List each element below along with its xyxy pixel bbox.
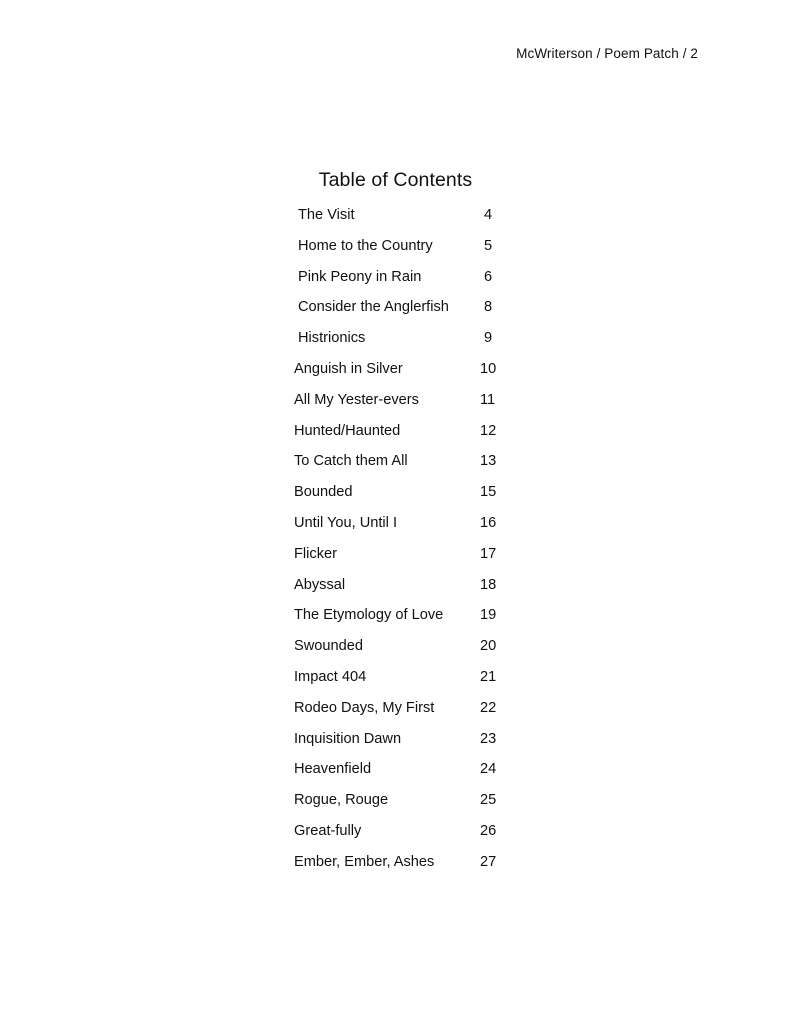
toc-entry-title: Abyssal (294, 576, 346, 593)
toc-entry-page-number: 12 (480, 422, 497, 439)
toc-entry (294, 727, 514, 758)
toc-entry-title: Consider the Anglerfish (298, 299, 449, 316)
toc-entry (294, 788, 514, 819)
toc-entry (294, 757, 514, 788)
toc-entry-title: Bounded (294, 484, 353, 501)
toc-entry-title: Swounded (294, 638, 363, 655)
toc-entry-page-number: 23 (480, 730, 497, 747)
toc-entry-title: Home to the Country (298, 237, 433, 254)
toc-entry-page-number: 19 (480, 607, 497, 624)
toc-entry (294, 850, 514, 881)
toc-entry-title: Inquisition Dawn (294, 730, 402, 747)
toc-entry (294, 542, 514, 573)
toc-entry (294, 449, 514, 480)
toc-entry-title: The Visit (298, 207, 355, 223)
toc-entry-page-number: 17 (480, 545, 497, 562)
toc-entry (294, 388, 514, 419)
toc-entry-title: To Catch them All (294, 453, 408, 470)
toc-entry (294, 295, 514, 326)
toc-entry-page-number: 15 (480, 484, 497, 501)
toc-entry-title: Rodeo Days, My First (294, 699, 435, 716)
toc-entry-page-number: 16 (480, 514, 497, 531)
toc-entry (294, 480, 514, 511)
toc-entry-title: Rogue, Rouge (294, 792, 389, 809)
toc-entry-title: The Etymology of Love (294, 607, 444, 624)
toc-entry (294, 634, 514, 665)
toc-entry-page-number: 11 (480, 391, 496, 408)
toc-entry-page-number: 5 (484, 237, 493, 254)
toc-entry-title: Heavenfield (294, 761, 372, 778)
toc-entry-page-number: 13 (480, 453, 497, 470)
toc-title: Table of Contents (318, 169, 473, 191)
toc-entry-page-number: 8 (484, 299, 493, 316)
toc-entry (294, 234, 514, 265)
toc-list (294, 203, 514, 881)
toc-entry-page-number: 25 (480, 792, 497, 809)
toc-entry (294, 603, 514, 634)
toc-entry-title: Histrionics (298, 330, 366, 347)
toc-entry-title: Until You, Until I (294, 514, 398, 531)
toc-entry-page-number: 24 (480, 761, 497, 778)
toc-entry (294, 665, 514, 696)
toc-entry-page-number: 26 (480, 822, 497, 839)
toc-entry-title: Impact 404 (294, 668, 367, 685)
toc-entry (294, 696, 514, 727)
toc-entry (294, 573, 514, 604)
toc-entry-title: Flicker (294, 545, 337, 562)
toc-entry (294, 419, 514, 450)
toc-entry (294, 819, 514, 850)
toc-entry-page-number: 9 (484, 330, 493, 347)
toc-entry-title: Hunted/Haunted (294, 422, 401, 439)
toc-entry (294, 326, 514, 357)
running-head: McWriterson / Poem Patch / 2 (516, 46, 698, 61)
toc-entry (294, 511, 514, 542)
toc-entry-page-number: 21 (480, 668, 497, 685)
toc-entry-page-number: 22 (480, 699, 497, 716)
toc-entry-page-number: 27 (480, 853, 497, 870)
toc-entry (294, 357, 514, 388)
toc-entry-page-number: 6 (484, 268, 493, 285)
toc-entry (294, 265, 514, 296)
toc-entry-page-number: 10 (480, 360, 497, 377)
toc-entry-title: All My Yester-evers (294, 391, 419, 408)
toc-entry-page-number: 4 (484, 207, 493, 223)
toc-entry-page-number: 18 (480, 576, 497, 593)
toc-entry-title: Ember, Ember, Ashes (294, 853, 435, 870)
toc-entry-title: Great-fully (294, 822, 362, 839)
toc-entry-page-number: 20 (480, 638, 497, 655)
toc-entry (294, 203, 514, 234)
toc-entry-title: Pink Peony in Rain (298, 268, 422, 285)
toc-entry-title: Anguish in Silver (294, 360, 403, 377)
